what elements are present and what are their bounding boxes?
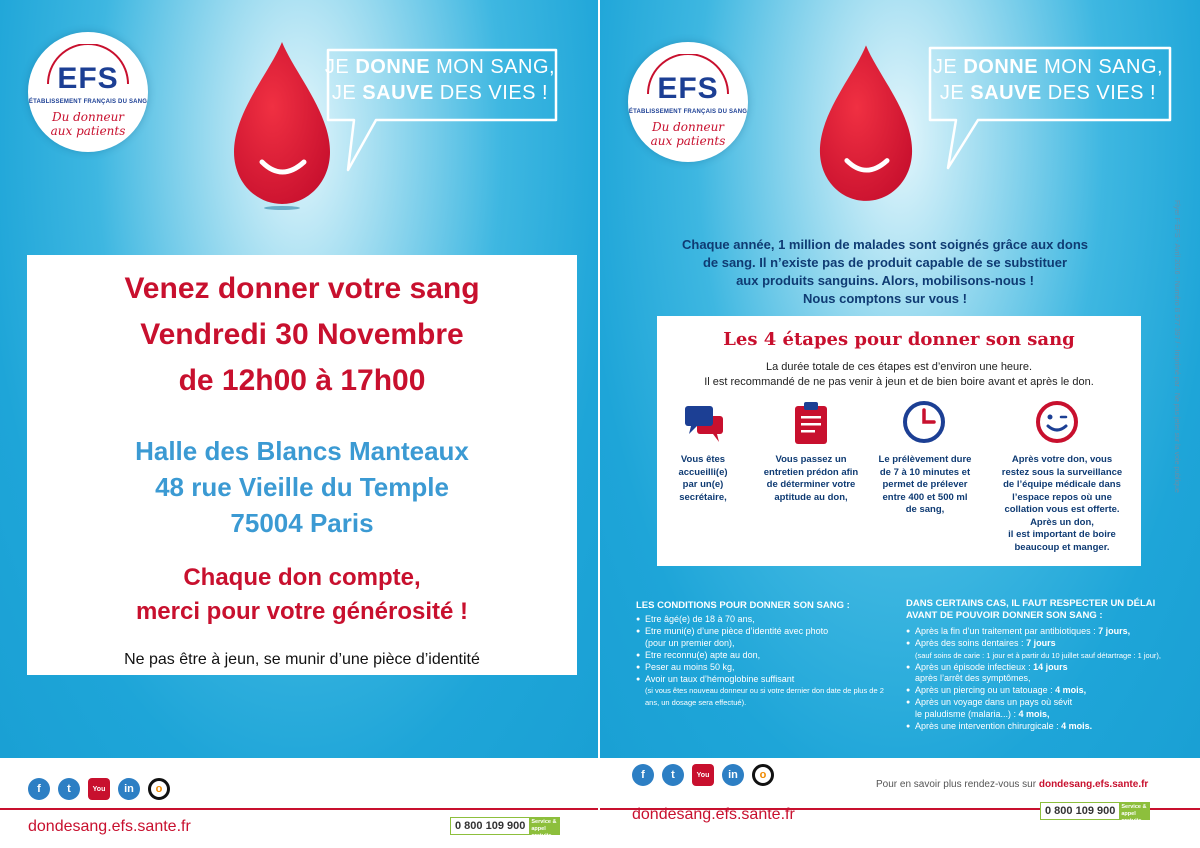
intro-line-4: Nous comptons sur vous ! [803,291,967,306]
youtube-icon[interactable]: You [692,764,714,786]
intro-line-3: aux produits sanguins. Alors, mobilisons-nous ! [736,273,1034,288]
delay-item: ● Après un voyage dans un pays où sévit le paludisme (malaria...) : 4 mois, [906,697,1176,720]
phone-number: 0 800 109 900 [455,820,526,832]
slogan-line-1: JE DONNE MON SANG, [932,56,1164,78]
requirement-note: Ne pas être à jeun, se munir d’une pièce d’identité [124,651,480,668]
orange-icon[interactable]: o [148,778,170,800]
delay-item: ● Après des soins dentaires : 7 jours (sauf soins de carie : 1 jour et à partir du 10 juillet sauf détartrage : 1 jour), [906,638,1176,661]
logo-tagline-1: Du donneur [51,110,125,124]
conditions-title: LES CONDITIONS POUR DONNER SON SANG : [636,600,850,611]
linkedin-icon[interactable]: in [722,764,744,786]
youtube-icon[interactable]: You [88,778,110,800]
phone-number: 0 800 109 900 [1045,805,1116,817]
slogan-bubble [918,44,1178,144]
efs-logo [28,32,148,152]
footer-red-line [0,808,598,810]
condition-item: ● Etre muni(e) d’une pièce d’identité avec photo (pour un premier don), [636,626,888,649]
logo-initials: EFS [657,72,719,105]
intro-line-2: de sang. Il n’existe pas de produit capable de se substituer [702,255,1068,270]
website-link[interactable]: dondesang.efs.sante.fr [28,818,191,835]
delays-title: DANS CERTAINS CAS, IL FAUT RESPECTER UN DÉLAI AVANT DE POUVOIR DONNER SON SANG : [906,598,1156,621]
logo-subtitle: ÉTABLISSEMENT FRANÇAIS DU SANG [28,99,148,105]
steps-sub-2: Il est recommandé de ne pas venir à jeun et de bien boire avant et après le don. [704,376,1094,388]
steps-sub-1: La durée totale de ces étapes est d’environ une heure. [765,361,1033,373]
condition-item: ● Avoir un taux d’hémoglobine suffisant (si vous êtes nouveau donneur ou si votre dernier don date de plus de 2 ans, un dosage sera effectué). [636,674,888,709]
address-line-2: 48 rue Vieille du Temple [155,472,449,502]
step-4-text: Après votre don, vous restez sous la surveillance de l’équipe médicale dans l’espace repos où une collation vous est offerte. Après un don, il est important de boire beaucoup et manger. [1001,454,1123,553]
condition-item: ● Peser au moins 50 kg, [636,662,888,674]
conditions-list [636,614,888,709]
delay-item: ● Après un épisode infectieux : 14 jours après l’arrêt des symptômes, [906,662,1176,685]
delay-item: ● Après une intervention chirurgicale : 4 mois. [906,721,1176,733]
steps-box [657,316,1141,566]
logo-tagline-1: Du donneur [651,120,725,134]
event-info-box [27,255,577,675]
logo-tagline-2: aux patients [50,124,126,138]
thanks-line-2: merci pour votre générosité ! [135,598,469,625]
phone-badge [1040,802,1150,824]
blood-drop-icon [818,44,914,208]
slogan-bubble [316,46,564,142]
twitter-icon[interactable]: t [58,778,80,800]
orange-icon[interactable]: o [752,764,774,786]
step-1-text: Vous êtes accueilli(e) par un(e) secrétaire, [678,454,728,503]
twitter-icon[interactable]: t [662,764,684,786]
more-info-line: Pour en savoir plus rendez-vous sur dondesang.efs.sante.fr [876,779,1149,790]
step-3-text: Le prélèvement dure de 7 à 10 minutes et permet de prélever entre 400 et 500 ml de sang, [878,454,972,515]
linkedin-icon[interactable]: in [118,778,140,800]
efs-logo [628,42,748,162]
website-link[interactable]: dondesang.efs.sante.fr [632,806,795,823]
slogan-line-1: JE DONNE MON SANG, [324,56,556,78]
phone-tag: Service & appel gratuits [529,818,559,834]
smiley-icon [1035,400,1079,444]
facebook-icon[interactable]: f [28,778,50,800]
address-line-3: 75004 Paris [230,508,374,538]
logo-initials: EFS [57,62,119,95]
thanks-line-1: Chaque don compte, [183,564,421,591]
clipboard-icon [791,400,831,446]
more-info-link[interactable]: dondesang.efs.sante.fr [1038,779,1149,790]
facebook-icon[interactable]: f [632,764,654,786]
headline-line-3: de 12h00 à 17h00 [178,364,426,397]
condition-item: ● Etre âgé(e) de 18 à 70 ans, [636,614,888,626]
phone-badge [450,817,560,839]
headline-line-1: Venez donner votre sang [124,272,480,305]
left-poster [0,0,598,848]
logo-tagline-2: aux patients [650,134,726,148]
clock-icon [902,400,946,444]
condition-item: ● Etre reconnu(e) apte au don, [636,650,888,662]
headline-line-2: Vendredi 30 Novembre [140,318,464,351]
speech-bubbles-icon [683,402,727,446]
intro-line-1: Chaque année, 1 million de malades sont soignés grâce aux dons [681,237,1088,252]
print-side-note: Flyer F-EFS - Avril 2016 - Numéro B 577 397 / - Imprimé par : Ne pas jeter sur la voie publique [1173,200,1180,493]
delay-item: ● Après un piercing ou un tatouage : 4 mois, [906,685,1176,697]
delays-list [906,626,1176,733]
slogan-line-2: JE SAUVE DES VIES ! [331,82,549,104]
slogan-line-2: JE SAUVE DES VIES ! [939,82,1157,104]
address-line-1: Halle des Blancs Manteaux [135,436,469,466]
steps-title: Les 4 étapes pour donner son sang [723,329,1075,350]
social-links [632,764,774,786]
phone-tag: Service & appel gratuits [1119,803,1149,819]
logo-subtitle: ÉTABLISSEMENT FRANÇAIS DU SANG [628,109,748,115]
intro-text [630,236,1140,308]
delay-item: ● Après la fin d’un traitement par antibiotiques : 7 jours, [906,626,1176,638]
social-links [28,778,170,800]
step-2-text: Vous passez un entretien prédon afin de déterminer votre aptitude au don, [763,454,859,503]
